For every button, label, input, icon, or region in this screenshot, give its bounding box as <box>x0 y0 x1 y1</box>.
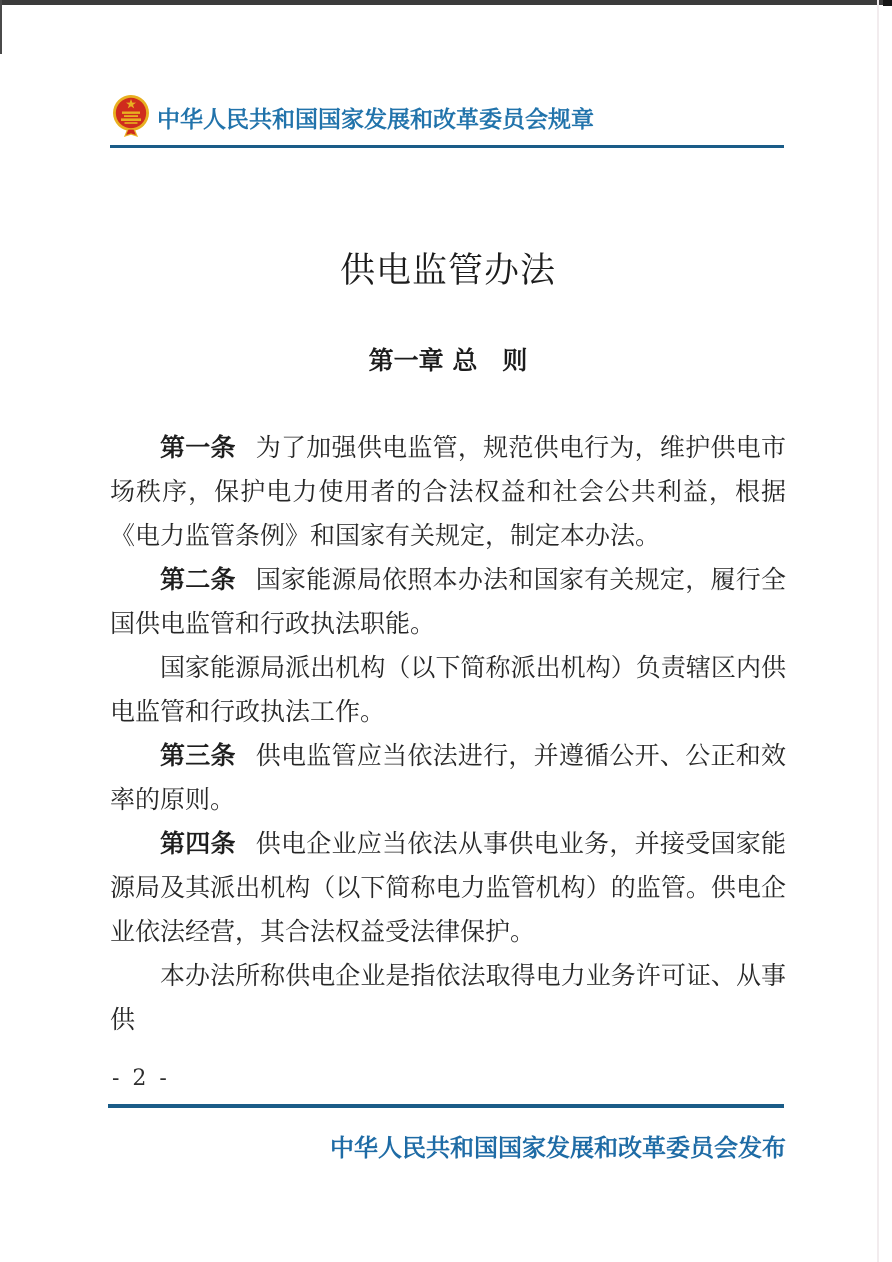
header-rule <box>110 145 784 148</box>
article-text: 国家能源局派出机构（以下简称派出机构）负责辖区内供电监管和行政执法工作。 <box>110 653 786 726</box>
article-text: 供电监管应当依法进行，并遵循公开、公正和效率的原则。 <box>110 741 786 814</box>
article-text: 本办法所称供电企业是指依法取得电力业务许可证、从事供 <box>110 961 786 1034</box>
footer-rule <box>108 1104 784 1108</box>
article-paragraph <box>110 558 786 646</box>
document-body <box>110 426 786 1042</box>
article-paragraph <box>110 954 786 1042</box>
article-paragraph <box>110 646 786 734</box>
scan-top-edge <box>0 0 892 5</box>
page-number: - 2 - <box>112 1066 170 1091</box>
article-text: 国家能源局依照本办法和国家有关规定，履行全国供电监管和行政执法职能。 <box>110 565 786 638</box>
scan-left-edge-mark <box>0 0 2 54</box>
china-national-emblem-icon <box>112 92 150 142</box>
article-number-label: 第一条 <box>160 433 236 462</box>
article-paragraph <box>110 426 786 558</box>
scan-corner-mark <box>883 0 892 6</box>
article-text: 供电企业应当依法从事供电业务，并接受国家能源局及其派出机构（以下简称电力监管机构）的监管。供电企业依法经营，其合法权益受法律保护。 <box>110 829 786 946</box>
footer-publisher: 中华人民共和国国家发展和改革委员会发布 <box>330 1134 786 1162</box>
scan-right-edge-line <box>877 0 879 1262</box>
header-org-title: 中华人民共和国国家发展和改革委员会规章 <box>157 106 594 133</box>
article-text: 为了加强供电监管，规范供电行为，维护供电市场秩序，保护电力使用者的合法权益和社会公共利益，根据《电力监管条例》和国家有关规定，制定本办法。 <box>110 433 786 550</box>
document-title: 供电监管办法 <box>339 251 556 291</box>
article-paragraph <box>110 734 786 822</box>
article-number-label: 第三条 <box>160 741 236 770</box>
page-header <box>112 92 788 142</box>
article-number-label: 第二条 <box>160 565 236 594</box>
chapter-heading: 第一章 总 则 <box>368 346 528 375</box>
article-paragraph <box>110 822 786 954</box>
article-number-label: 第四条 <box>160 829 236 858</box>
